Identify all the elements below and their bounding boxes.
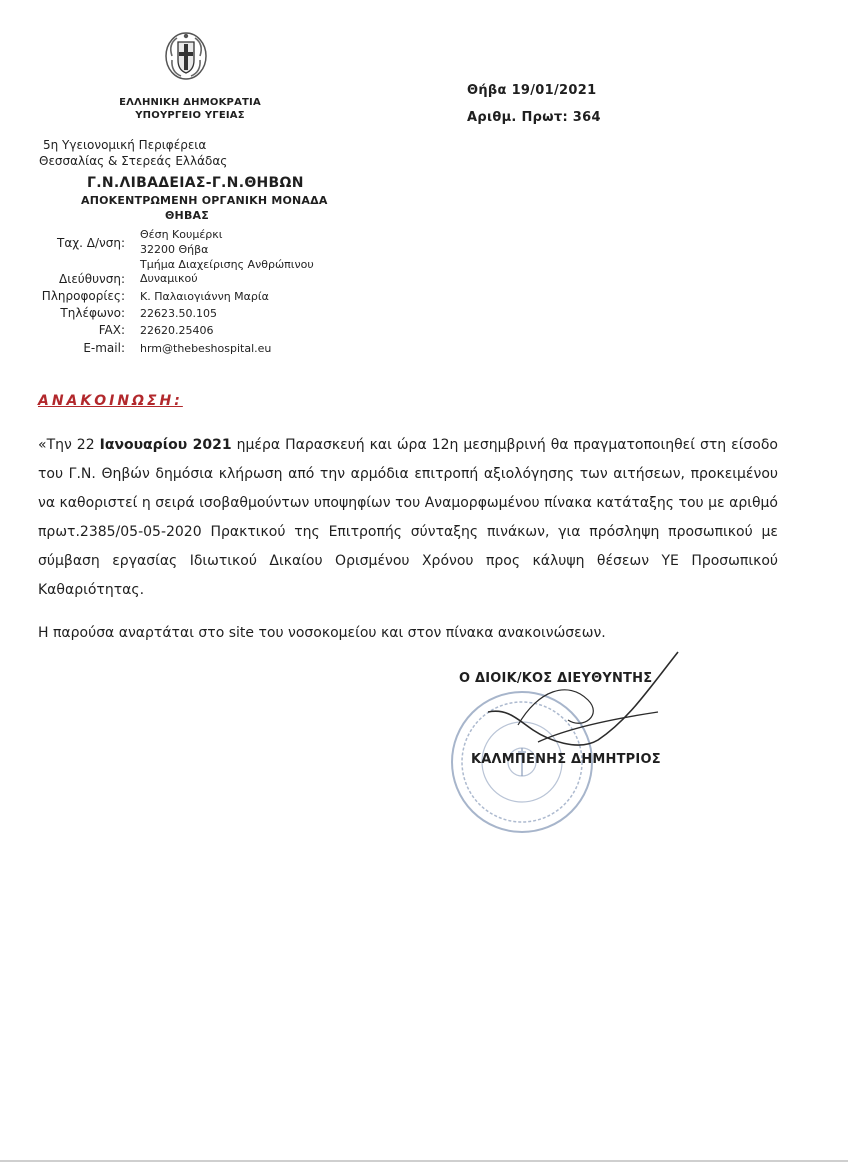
ministry-label: ΥΠΟΥΡΓΕΙΟ ΥΓΕΙΑΣ	[135, 110, 245, 121]
scan-edge-line	[0, 1160, 848, 1162]
unit-line-1: ΑΠΟΚΕΝΤΡΩΜΕΝΗ ΟΡΓΑΝΙΚΗ ΜΟΝΑΔΑ	[81, 194, 328, 207]
paragraph-body: ημέρα Παρασκευή και ώρα 12η μεσημβρινή θα πραγματοποιηθεί στη είσοδο του Γ.Ν. Θηβών δημόσια κλήρωση από την αρμόδια επιτροπή αξιολόγησης των αιτήσεων, προκειμένου να καθοριστεί η σειρά ισοβαθμούντων υποψηφίων του Αναμορφωμένου πίνακα κατάταξης του με αριθμό πρωτ.2385/05-05-2020 Πρακτικού της Επιτροπής σύνταξης πινάκων, για πρόσληψη προσωπικού με σύμβαση εργασίας Ιδιωτικού Δικαίου Ορισμένου Χρόνου προς κάλυψη θέσεων ΥΕ Προσωπικού Καθαριότητας.	[38, 437, 778, 598]
department-line-1: Τμήμα Διαχείρισης Ανθρώπινου	[140, 258, 314, 271]
department-line-2: Δυναμικού	[140, 272, 198, 285]
region-line-1: 5η Υγειονομική Περιφέρεια	[43, 138, 207, 152]
phone-value: 22623.50.105	[140, 307, 217, 320]
paragraph-date-bold: Ιανουαρίου 2021	[99, 437, 232, 453]
phone-label: Τηλέφωνο:	[60, 306, 125, 320]
posting-note: Η παρούσα αναρτάται στο site του νοσοκομείου και στον πίνακα ανακοινώσεων.	[38, 625, 606, 641]
department-label: Διεύθυνση:	[59, 272, 125, 286]
fax-value: 22620.25406	[140, 324, 214, 337]
postal-address-label: Ταχ. Δ/νση:	[56, 236, 125, 250]
announcement-paragraph	[38, 431, 778, 605]
protocol-number: Αριθμ. Πρωτ: 364	[467, 110, 601, 125]
greek-coat-of-arms-icon	[163, 30, 209, 82]
republic-label: ΕΛΛΗΝΙΚΗ ΔΗΜΟΚΡΑΤΙΑ	[119, 97, 261, 108]
hospital-name: Γ.Ν.ΛΙΒΑΔΕΙΑΣ-Γ.Ν.ΘΗΒΩΝ	[87, 175, 304, 191]
fax-label: FAX:	[98, 323, 125, 337]
document-date: Θήβα 19/01/2021	[467, 83, 597, 98]
signatory-title: Ο ΔΙΟΙΚ/ΚΟΣ ΔΙΕΥΘΥΝΤΗΣ	[459, 671, 653, 686]
postal-address-line-2: 32200 Θήβα	[140, 243, 209, 256]
unit-line-2: ΘΗΒΑΣ	[165, 209, 209, 222]
email-label: E-mail:	[83, 341, 125, 355]
paragraph-intro: «Την 22	[38, 437, 100, 453]
postal-address-line-1: Θέση Κουμέρκι	[140, 228, 223, 241]
announcement-heading: ΑΝΑΚΟΙΝΩΣΗ:	[38, 393, 183, 409]
signatory-name: ΚΑΛΜΠΕΝΗΣ ΔΗΜΗΤΡΙΟΣ	[471, 752, 661, 767]
email-value: hrm@thebeshospital.eu	[140, 342, 272, 355]
region-line-2: Θεσσαλίας & Στερεάς Ελλάδας	[39, 154, 228, 168]
information-value: Κ. Παλαιογιάννη Μαρία	[140, 290, 269, 303]
information-label: Πληροφορίες:	[41, 289, 125, 303]
